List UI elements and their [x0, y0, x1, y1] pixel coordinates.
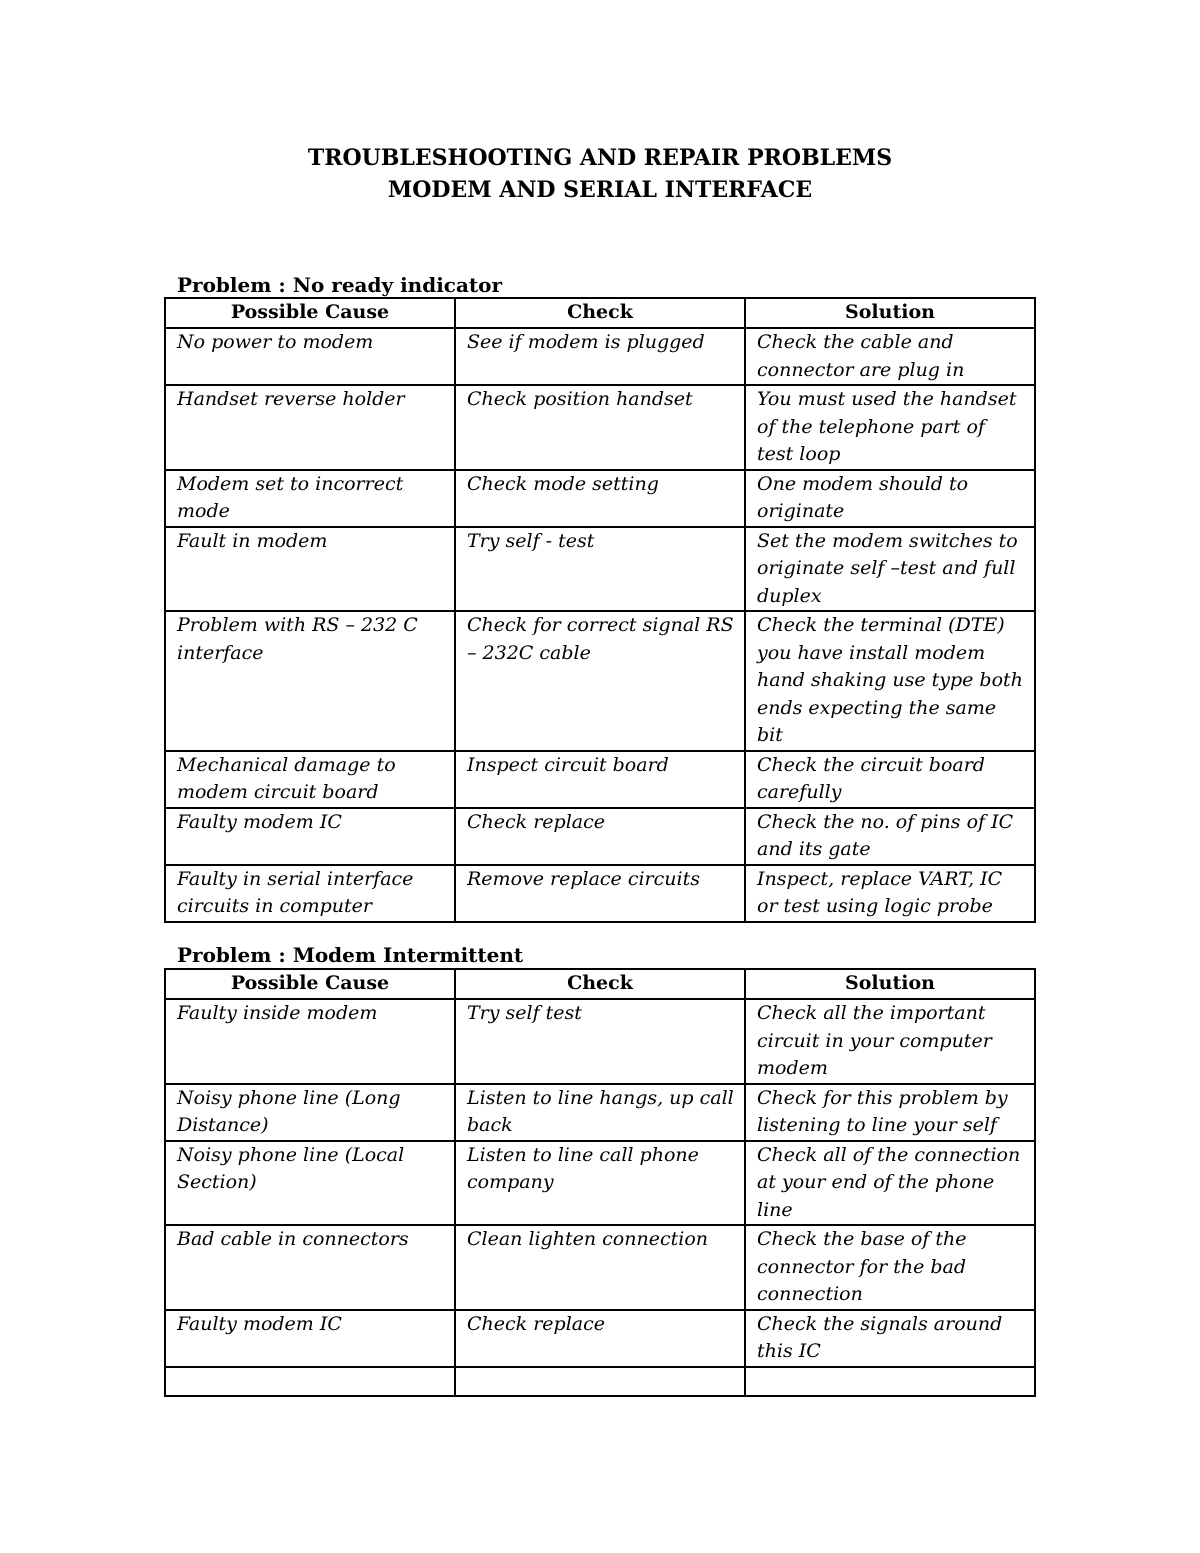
- solution-cell: One modem should to originate: [745, 470, 1035, 527]
- column-header-possible-cause: Possible Cause: [165, 969, 455, 999]
- cause-cell: Faulty inside modem: [165, 999, 455, 1084]
- table-row: [165, 611, 1035, 751]
- column-header-solution: Solution: [745, 298, 1035, 328]
- table-header-row: [165, 298, 1035, 328]
- solution-cell: Check all the important circuit in your computer modem: [745, 999, 1035, 1084]
- table-row: [165, 328, 1035, 385]
- solution-cell: Check the circuit board carefully: [745, 751, 1035, 808]
- table-row: [165, 1084, 1035, 1141]
- check-cell: Check position handset: [455, 385, 745, 470]
- table-row: [165, 385, 1035, 470]
- column-header-check: Check: [455, 298, 745, 328]
- solution-cell: Set the modem switches to originate self –test and full duplex: [745, 527, 1035, 612]
- column-header-check: Check: [455, 969, 745, 999]
- table-row: [165, 751, 1035, 808]
- check-cell: Try self - test: [455, 527, 745, 612]
- cause-cell: [165, 1367, 455, 1396]
- check-cell: See if modem is plugged: [455, 328, 745, 385]
- check-cell: Check for correct signal RS – 232C cable: [455, 611, 745, 751]
- table-row: [165, 865, 1035, 922]
- troubleshooting-table-modem-intermittent: [164, 968, 1036, 1397]
- solution-cell: You must used the handset of the telephone part of test loop: [745, 385, 1035, 470]
- column-header-possible-cause: Possible Cause: [165, 298, 455, 328]
- solution-cell: Check the base of the connector for the bad connection: [745, 1225, 1035, 1310]
- table-row: [165, 808, 1035, 865]
- check-cell: Clean lighten connection: [455, 1225, 745, 1310]
- check-cell: Remove replace circuits: [455, 865, 745, 922]
- table-row-empty: [165, 1367, 1035, 1396]
- cause-cell: Faulty modem IC: [165, 1310, 455, 1367]
- cause-cell: Fault in modem: [165, 527, 455, 612]
- solution-cell: Check for this problem by listening to line your self: [745, 1084, 1035, 1141]
- solution-cell: Check the cable and connector are plug in: [745, 328, 1035, 385]
- check-cell: [455, 1367, 745, 1396]
- solution-cell: Check all of the connection at your end of the phone line: [745, 1141, 1035, 1226]
- table-row: [165, 1141, 1035, 1226]
- problem-heading-modem-intermittent: Problem : Modem Intermittent: [177, 943, 524, 967]
- cause-cell: Faulty in serial interface circuits in computer: [165, 865, 455, 922]
- solution-cell: Check the no. of pins of IC and its gate: [745, 808, 1035, 865]
- table-row: [165, 527, 1035, 612]
- table-row: [165, 999, 1035, 1084]
- table-row: [165, 470, 1035, 527]
- cause-cell: Noisy phone line (Long Distance): [165, 1084, 455, 1141]
- cause-cell: No power to modem: [165, 328, 455, 385]
- solution-cell: Inspect, replace VART, IC or test using logic probe: [745, 865, 1035, 922]
- cause-cell: Faulty modem IC: [165, 808, 455, 865]
- table-row: [165, 1310, 1035, 1367]
- solution-cell: [745, 1367, 1035, 1396]
- solution-cell: Check the signals around this IC: [745, 1310, 1035, 1367]
- check-cell: Listen to line hangs, up call back: [455, 1084, 745, 1141]
- cause-cell: Problem with RS – 232 C interface: [165, 611, 455, 751]
- check-cell: Try self test: [455, 999, 745, 1084]
- cause-cell: Bad cable in connectors: [165, 1225, 455, 1310]
- document-title: TROUBLESHOOTING AND REPAIR PROBLEMS: [307, 145, 893, 171]
- troubleshooting-table-no-ready-indicator: [164, 297, 1036, 923]
- check-cell: Listen to line call phone company: [455, 1141, 745, 1226]
- cause-cell: Modem set to incorrect mode: [165, 470, 455, 527]
- check-cell: Inspect circuit board: [455, 751, 745, 808]
- check-cell: Check replace: [455, 808, 745, 865]
- column-header-solution: Solution: [745, 969, 1035, 999]
- cause-cell: Mechanical damage to modem circuit board: [165, 751, 455, 808]
- check-cell: Check replace: [455, 1310, 745, 1367]
- cause-cell: Handset reverse holder: [165, 385, 455, 470]
- check-cell: Check mode setting: [455, 470, 745, 527]
- table-header-row: [165, 969, 1035, 999]
- table-row: [165, 1225, 1035, 1310]
- document-subtitle: MODEM AND SERIAL INTERFACE: [387, 177, 813, 203]
- cause-cell: Noisy phone line (Local Section): [165, 1141, 455, 1226]
- solution-cell: Check the terminal (DTE) you have install modem hand shaking use type both ends expecting the same bit: [745, 611, 1035, 751]
- problem-heading-no-ready-indicator: Problem : No ready indicator: [177, 273, 503, 297]
